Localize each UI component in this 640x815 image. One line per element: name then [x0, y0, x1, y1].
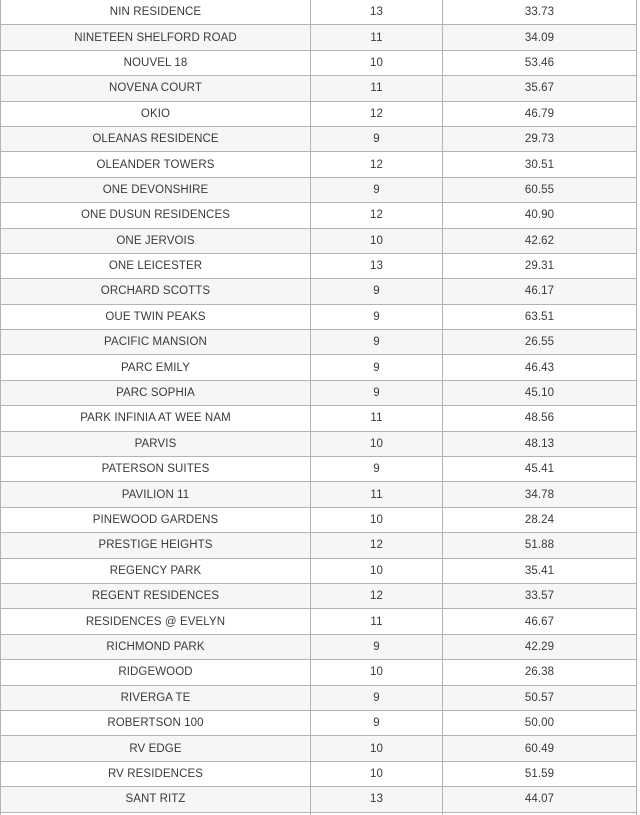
count-cell: 9: [311, 457, 443, 482]
count-cell: 11: [311, 25, 443, 50]
table-row: [1, 406, 637, 431]
value-cell: 35.41: [443, 558, 637, 583]
count-cell: 9: [311, 710, 443, 735]
table-row: [1, 431, 637, 456]
count-cell: 9: [311, 126, 443, 151]
count-cell: 9: [311, 304, 443, 329]
table-body: [1, 0, 637, 815]
development-name-cell: ROBERTSON 100: [1, 710, 311, 735]
development-name-cell: RICHMOND PARK: [1, 634, 311, 659]
count-cell: 12: [311, 583, 443, 608]
count-cell: 9: [311, 634, 443, 659]
count-cell: 12: [311, 533, 443, 558]
value-cell: 30.51: [443, 152, 637, 177]
development-name-cell: PARK INFINIA AT WEE NAM: [1, 406, 311, 431]
value-cell: 50.57: [443, 685, 637, 710]
value-cell: 33.57: [443, 583, 637, 608]
count-cell: 9: [311, 685, 443, 710]
count-cell: 10: [311, 50, 443, 75]
value-cell: 60.55: [443, 177, 637, 202]
value-cell: 50.00: [443, 710, 637, 735]
table-row: [1, 533, 637, 558]
count-cell: 13: [311, 787, 443, 812]
value-cell: 33.73: [443, 0, 637, 25]
table-row: [1, 152, 637, 177]
development-name-cell: ORCHARD SCOTTS: [1, 279, 311, 304]
table-row: [1, 685, 637, 710]
table-row: [1, 558, 637, 583]
value-cell: 44.07: [443, 787, 637, 812]
value-cell: 34.09: [443, 25, 637, 50]
count-cell: 9: [311, 177, 443, 202]
table-row: [1, 253, 637, 278]
table-row: [1, 634, 637, 659]
table-row: [1, 355, 637, 380]
count-cell: 13: [311, 253, 443, 278]
development-name-cell: SANT RITZ: [1, 787, 311, 812]
table-row: [1, 761, 637, 786]
count-cell: 11: [311, 76, 443, 101]
development-name-cell: ONE JERVOIS: [1, 228, 311, 253]
value-cell: 63.51: [443, 304, 637, 329]
value-cell: 42.29: [443, 634, 637, 659]
value-cell: 51.59: [443, 761, 637, 786]
development-name-cell: OKIO: [1, 101, 311, 126]
value-cell: 26.55: [443, 330, 637, 355]
value-cell: 34.78: [443, 482, 637, 507]
development-name-cell: REGENCY PARK: [1, 558, 311, 583]
value-cell: 46.43: [443, 355, 637, 380]
table-row: [1, 583, 637, 608]
development-name-cell: RV EDGE: [1, 736, 311, 761]
count-cell: 9: [311, 330, 443, 355]
table-row: [1, 660, 637, 685]
development-name-cell: OUE TWIN PEAKS: [1, 304, 311, 329]
count-cell: 10: [311, 507, 443, 532]
development-name-cell: RIDGEWOOD: [1, 660, 311, 685]
development-name-cell: PARC EMILY: [1, 355, 311, 380]
count-cell: 9: [311, 380, 443, 405]
table-row: [1, 101, 637, 126]
table-row: [1, 279, 637, 304]
value-cell: 60.49: [443, 736, 637, 761]
development-name-cell: ONE DEVONSHIRE: [1, 177, 311, 202]
count-cell: 12: [311, 152, 443, 177]
value-cell: 45.10: [443, 380, 637, 405]
development-name-cell: PINEWOOD GARDENS: [1, 507, 311, 532]
development-name-cell: NINETEEN SHELFORD ROAD: [1, 25, 311, 50]
development-name-cell: REGENT RESIDENCES: [1, 583, 311, 608]
table-row: [1, 177, 637, 202]
table-row: [1, 228, 637, 253]
count-cell: 9: [311, 279, 443, 304]
table-row: [1, 126, 637, 151]
value-cell: 40.90: [443, 203, 637, 228]
table-row: [1, 25, 637, 50]
value-cell: 46.67: [443, 609, 637, 634]
value-cell: 46.17: [443, 279, 637, 304]
table-row: [1, 482, 637, 507]
development-name-cell: NOVENA COURT: [1, 76, 311, 101]
value-cell: 35.67: [443, 76, 637, 101]
table-row: [1, 787, 637, 812]
count-cell: 12: [311, 101, 443, 126]
development-name-cell: RESIDENCES @ EVELYN: [1, 609, 311, 634]
development-name-cell: PAVILION 11: [1, 482, 311, 507]
table-row: [1, 507, 637, 532]
table-row: [1, 203, 637, 228]
value-cell: 53.46: [443, 50, 637, 75]
development-name-cell: OLEANDER TOWERS: [1, 152, 311, 177]
development-name-cell: OLEANAS RESIDENCE: [1, 126, 311, 151]
count-cell: 12: [311, 203, 443, 228]
count-cell: 10: [311, 761, 443, 786]
development-name-cell: ONE DUSUN RESIDENCES: [1, 203, 311, 228]
development-name-cell: ONE LEICESTER: [1, 253, 311, 278]
development-name-cell: PACIFIC MANSION: [1, 330, 311, 355]
count-cell: 10: [311, 228, 443, 253]
table-row: [1, 609, 637, 634]
count-cell: 11: [311, 406, 443, 431]
table-row: [1, 76, 637, 101]
development-name-cell: NIN RESIDENCE: [1, 0, 311, 25]
table-row: [1, 330, 637, 355]
value-cell: 29.73: [443, 126, 637, 151]
value-cell: 28.24: [443, 507, 637, 532]
development-name-cell: PARC SOPHIA: [1, 380, 311, 405]
count-cell: 10: [311, 736, 443, 761]
value-cell: 26.38: [443, 660, 637, 685]
count-cell: 10: [311, 558, 443, 583]
count-cell: 10: [311, 660, 443, 685]
value-cell: 48.13: [443, 431, 637, 456]
value-cell: 29.31: [443, 253, 637, 278]
development-name-cell: RV RESIDENCES: [1, 761, 311, 786]
table-row: [1, 380, 637, 405]
table-row: [1, 0, 637, 25]
development-name-cell: RIVERGA TE: [1, 685, 311, 710]
table-row: [1, 457, 637, 482]
value-cell: 42.62: [443, 228, 637, 253]
table-row: [1, 710, 637, 735]
count-cell: 10: [311, 431, 443, 456]
count-cell: 11: [311, 609, 443, 634]
development-name-cell: NOUVEL 18: [1, 50, 311, 75]
development-name-cell: PRESTIGE HEIGHTS: [1, 533, 311, 558]
value-cell: 48.56: [443, 406, 637, 431]
count-cell: 13: [311, 0, 443, 25]
table-row: [1, 736, 637, 761]
count-cell: 9: [311, 355, 443, 380]
development-name-cell: PATERSON SUITES: [1, 457, 311, 482]
value-cell: 45.41: [443, 457, 637, 482]
table-row: [1, 50, 637, 75]
development-name-cell: PARVIS: [1, 431, 311, 456]
value-cell: 51.88: [443, 533, 637, 558]
table-row: [1, 304, 637, 329]
value-cell: 46.79: [443, 101, 637, 126]
count-cell: 11: [311, 482, 443, 507]
